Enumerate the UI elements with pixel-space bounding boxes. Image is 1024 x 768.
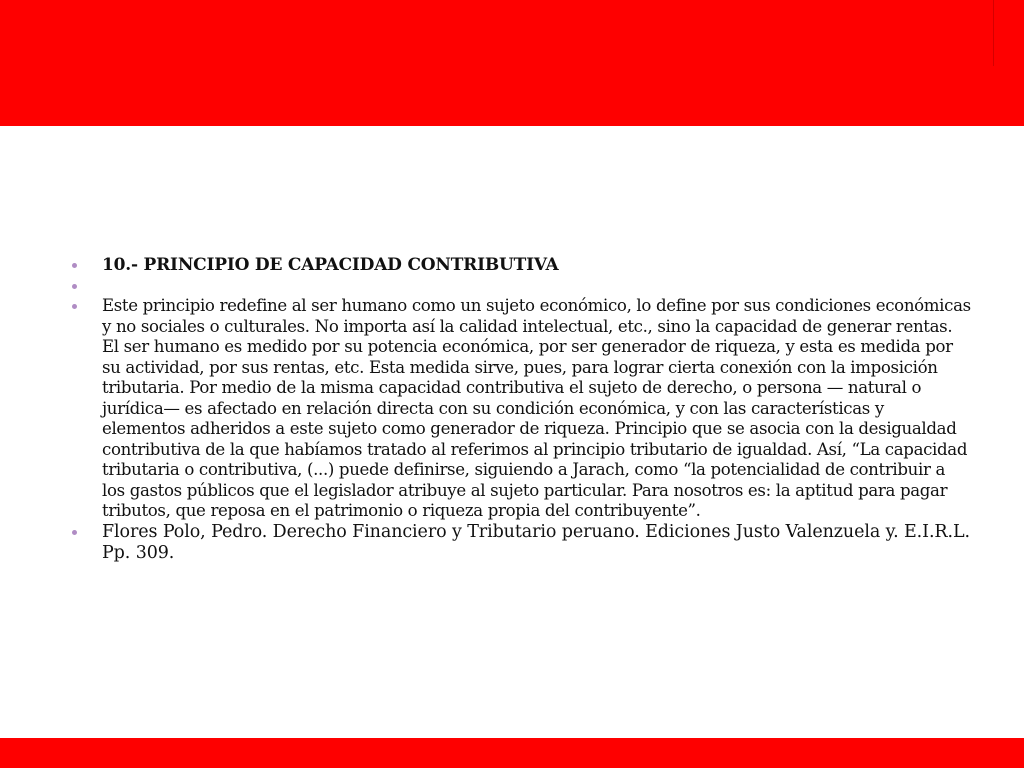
body-text: Este principio redefine al ser humano como un sujeto económico, lo define por sus condiciones económicas y no sociales o culturales. No importa así la calidad intelectual, etc., sino la capacidad de generar rentas. El ser humano es medido por su potencia económica, por ser generador de riqueza, y esta es medida por su actividad, por sus rentas, etc. Esta medida sirve, pues, para lograr cierta conexión con la imposición tributaria. Por medio de la misma capacidad contributiva el sujeto de derecho, o persona — natural o jurídica— es afectado en relación directa con su condición económica, y con las características y elementos adheridos a este sujeto como generador de riqueza. Principio que se asocia con la desigualdad contributiva de la que habíamos tratado al referimos al principio tributario de igualdad. Así, “La capacidad tributaria o contributiva, (...) puede definirse, siguiendo a Jarach, como “la potencialidad de contribuir a los gastos públicos que el legislador atribuye al sujeto particular. Para nosotros es: la aptitud para pagar tributos, que reposa en el patrimonio o riqueza propia del contribuyente”. bbox=[102, 296, 971, 520]
top-band-divider bbox=[993, 0, 994, 66]
bullet-icon bbox=[72, 304, 77, 309]
bullet-reference bbox=[72, 522, 972, 564]
bottom-red-band bbox=[0, 738, 1024, 768]
bullet-icon bbox=[72, 263, 77, 268]
bullet-heading bbox=[72, 254, 972, 276]
bullet-icon bbox=[72, 284, 77, 289]
top-red-band bbox=[0, 0, 1024, 126]
slide-content bbox=[72, 254, 972, 564]
reference-text: Flores Polo, Pedro. Derecho Financiero y Tributario peruano. Ediciones Justo Valenzuela y. E.I.R.L. Pp. 309. bbox=[102, 521, 970, 563]
heading-text: 10.- PRINCIPIO DE CAPACIDAD CONTRIBUTIVA bbox=[102, 255, 559, 275]
bullet-list bbox=[72, 254, 972, 564]
bullet-icon bbox=[72, 530, 77, 535]
bullet-body bbox=[72, 296, 972, 522]
bullet-empty bbox=[72, 276, 972, 296]
